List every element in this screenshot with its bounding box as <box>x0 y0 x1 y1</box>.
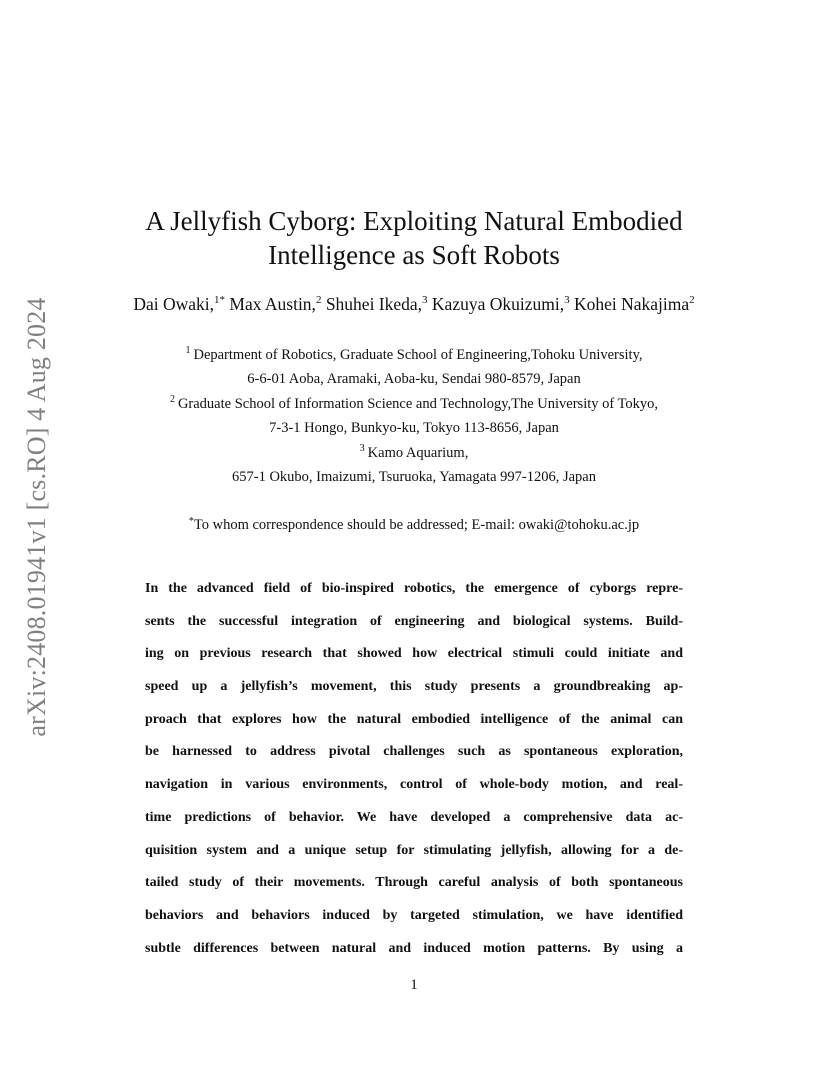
abstract-line: ing on previous research that showed how electrical stimuli could initiate and <box>145 646 683 662</box>
affiliation-text: 7-3-1 Hongo, Bunkyo-ku, Tokyo 113-8656, Japan <box>269 420 559 437</box>
title-line-1: A Jellyfish Cyborg: Exploiting Natural Embodied <box>145 206 683 236</box>
affiliation-line <box>0 367 828 391</box>
affiliation-mark: 1 <box>185 345 191 356</box>
abstract-line: tailed study of their movements. Through careful analysis of both spontaneous <box>145 875 683 891</box>
affiliation-text: 6-6-01 Aoba, Aramaki, Aoba-ku, Sendai 980-8579, Japan <box>247 371 581 388</box>
affiliation-mark: 3 <box>359 442 365 454</box>
title-line-2: Intelligence as Soft Robots <box>268 240 560 270</box>
abstract-line: subtle differences between natural and induced motion patterns. By using a <box>145 940 683 956</box>
author-name: Shuhei Ikeda, <box>325 294 423 314</box>
paper-title <box>0 204 828 272</box>
author-name: Kazuya Okuizumi, <box>431 294 565 314</box>
author-affiliation-mark: 1* <box>214 294 226 306</box>
affiliations-block <box>0 343 828 489</box>
abstract-paragraph <box>145 573 683 965</box>
author-affiliation-mark: 2 <box>315 294 322 306</box>
arxiv-identifier-stamp: arXiv:2408.01941v1 [cs.RO] 4 Aug 2024 <box>22 297 51 737</box>
author-list <box>0 292 828 316</box>
correspondence-note <box>0 514 828 536</box>
abstract-line: behaviors and behaviors induced by targeted stimulation, we have identified <box>145 907 683 923</box>
abstract-line: In the advanced field of bio-inspired robotics, the emergence of cyborgs repre- <box>145 581 683 596</box>
affiliation-line <box>0 343 828 367</box>
author-affiliation-mark: 3 <box>422 294 428 306</box>
author-affiliation-mark: 2 <box>689 294 695 306</box>
page-number: 1 <box>410 977 418 993</box>
affiliation-line <box>0 392 828 416</box>
correspondence-mark: * <box>188 516 194 527</box>
author-name: Max Austin, <box>229 294 316 314</box>
author-affiliation-mark: 3 <box>564 294 570 306</box>
abstract-line: proach that explores how the natural embodied intelligence of the animal can <box>145 711 683 727</box>
affiliation-mark: 2 <box>169 393 175 405</box>
correspondence-text: To whom correspondence should be addressed; E-mail: owaki@tohoku.ac.jp <box>193 517 640 533</box>
affiliation-text: 657-1 Okubo, Imaizumi, Tsuruoka, Yamagata 997-1206, Japan <box>232 469 596 486</box>
affiliation-text: Department of Robotics, Graduate School of Engineering,Tohoku University, <box>193 347 643 363</box>
affiliation-line <box>0 465 828 489</box>
affiliation-text: Kamo Aquarium, <box>367 444 469 461</box>
abstract-line: be harnessed to address pivotal challenges such as spontaneous exploration, <box>145 744 683 760</box>
affiliation-line <box>0 441 828 465</box>
abstract-line: time predictions of behavior. We have developed a comprehensive data ac- <box>145 809 683 825</box>
abstract-line: navigation in various environments, control of whole-body motion, and real- <box>145 777 683 793</box>
abstract-line: speed up a jellyfish’s movement, this study presents a groundbreaking ap- <box>145 679 683 695</box>
affiliation-line <box>0 416 828 440</box>
affiliation-text: Graduate School of Information Science and Technology,The University of Tokyo, <box>177 395 659 412</box>
abstract-line: quisition system and a unique setup for stimulating jellyfish, allowing for a de- <box>145 842 683 858</box>
author-name: Kohei Nakajima <box>573 294 690 314</box>
abstract-line: sents the successful integration of engineering and biological systems. Build- <box>145 613 683 629</box>
author-name: Dai Owaki, <box>133 294 215 314</box>
